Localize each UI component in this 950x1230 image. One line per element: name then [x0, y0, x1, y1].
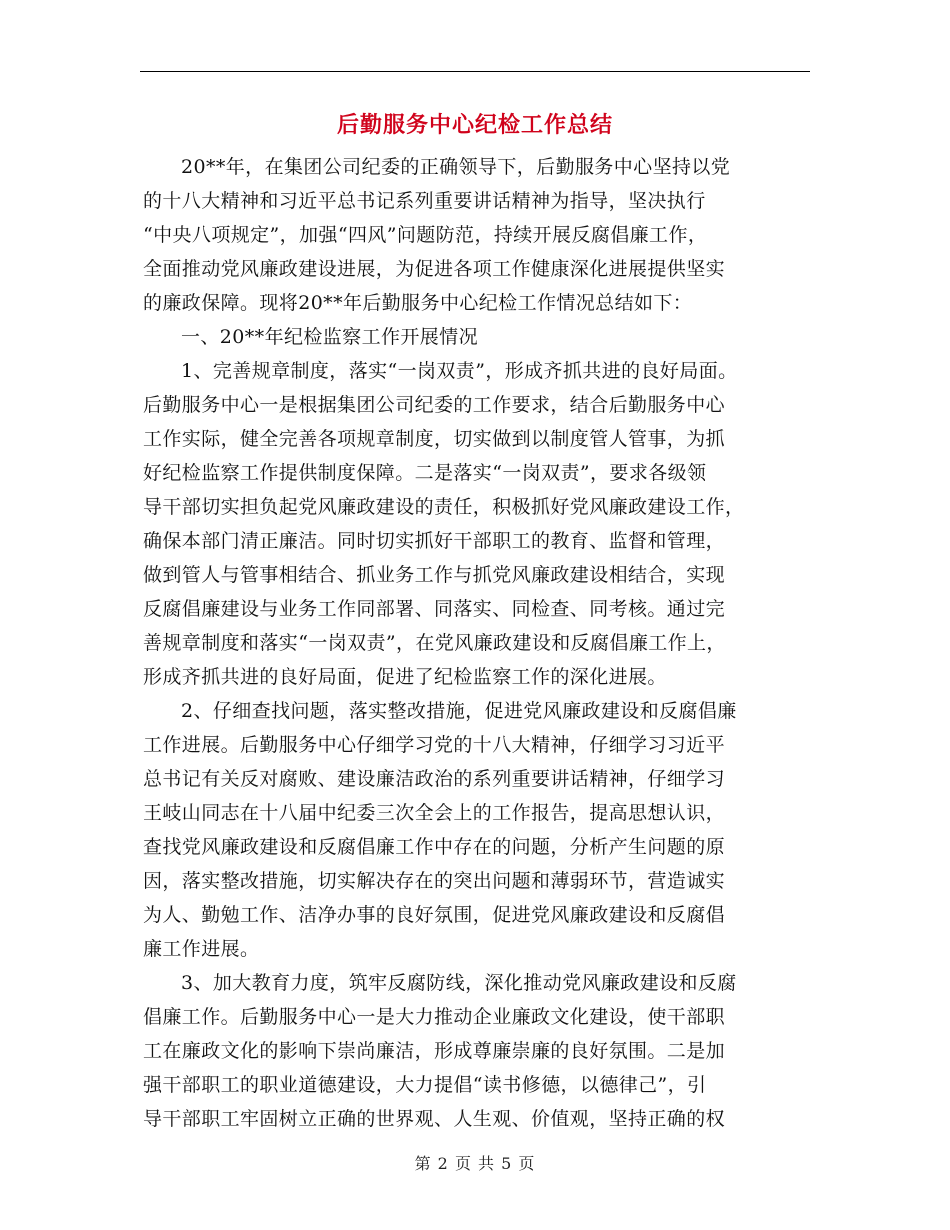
header-rule [140, 71, 810, 72]
paragraph-line: 倡廉工作。后勤服务中心一是大力推动企业廉政文化建设，使干部职 [143, 1006, 726, 1028]
paragraph-line: 强干部职工的职业道德建设，大力提倡“读书修德，以德律己”，引 [143, 1074, 707, 1096]
paragraph-line: 的廉政保障。现将20**年后勤服务中心纪检工作情况总结如下： [143, 292, 693, 314]
paragraph-line: 好纪检监察工作提供制度保障。二是落实“一岗双责”，要求各级领 [143, 462, 707, 484]
paragraph-line: 工作进展。后勤服务中心仔细学习党的十八大精神，仔细学习习近平 [143, 734, 726, 756]
paragraph-line: 全面推动党风廉政建设进展，为促进各项工作健康深化进展提供坚实 [143, 258, 726, 280]
paragraph-line: 导干部职工牢固树立正确的世界观、人生观、价值观，坚持正确的权 [143, 1108, 726, 1130]
paragraph-line: 查找党风廉政建设和反腐倡廉工作中存在的问题，分析产生问题的原 [143, 836, 726, 858]
paragraph-line: 1、完善规章制度，落实“一岗双责”，形成齐抓共进的良好局面。 [181, 360, 738, 382]
paragraph-line: 为人、勤勉工作、洁净办事的良好氛围，促进党风廉政建设和反腐倡 [143, 904, 726, 926]
paragraph-line: 做到管人与管事相结合、抓业务工作与抓党风廉政建设相结合，实现 [143, 564, 726, 586]
paragraph-line: 工作实际，健全完善各项规章制度，切实做到以制度管人管事，为抓 [143, 428, 726, 450]
paragraph-line: 王岐山同志在十八届中纪委三次全会上的工作报告，提高思想认识， [143, 802, 726, 824]
paragraph-line: 20**年，在集团公司纪委的正确领导下，后勤服务中心坚持以党 [181, 156, 731, 178]
paragraph-line: 反腐倡廉建设与业务工作同部署、同落实、同检查、同考核。通过完 [143, 598, 726, 620]
paragraph-line: 2、仔细查找问题，落实整改措施，促进党风廉政建设和反腐倡廉 [181, 700, 737, 722]
paragraph-line: 因，落实整改措施，切实解决存在的突出问题和薄弱环节，营造诚实 [143, 870, 726, 892]
section-heading: 一、20**年纪检监察工作开展情况 [181, 326, 478, 348]
paragraph-line: 3、加大教育力度，筑牢反腐防线，深化推动党风廉政建设和反腐 [181, 972, 737, 994]
paragraph-line: “中央八项规定”，加强“四风”问题防范，持续开展反腐倡廉工作， [143, 224, 708, 246]
page-footer: 第 2 页 共 5 页 [414, 1154, 536, 1173]
document-title: 后勤服务中心纪检工作总结 [336, 112, 613, 138]
paragraph-line: 形成齐抓共进的良好局面，促进了纪检监察工作的深化进展。 [143, 666, 667, 688]
document-body [143, 150, 823, 1136]
paragraph-line: 后勤服务中心一是根据集团公司纪委的工作要求，结合后勤服务中心 [143, 394, 726, 416]
paragraph-line: 善规章制度和落实“一岗双责”，在党风廉政建设和反腐倡廉工作上， [143, 632, 726, 654]
paragraph-line: 工在廉政文化的影响下崇尚廉洁，形成尊廉崇廉的良好氛围。二是加 [143, 1040, 726, 1062]
paragraph-line: 的十八大精神和习近平总书记系列重要讲话精神为指导，坚决执行 [143, 190, 706, 212]
paragraph-line: 导干部切实担负起党风廉政建设的责任，积极抓好党风廉政建设工作， [143, 496, 745, 518]
paragraph-line: 总书记有关反对腐败、建设廉洁政治的系列重要讲话精神，仔细学习 [143, 768, 726, 790]
paragraph-line: 廉工作进展。 [143, 938, 260, 960]
paragraph-line: 确保本部门清正廉洁。同时切实抓好干部职工的教育、监督和管理， [143, 530, 726, 552]
